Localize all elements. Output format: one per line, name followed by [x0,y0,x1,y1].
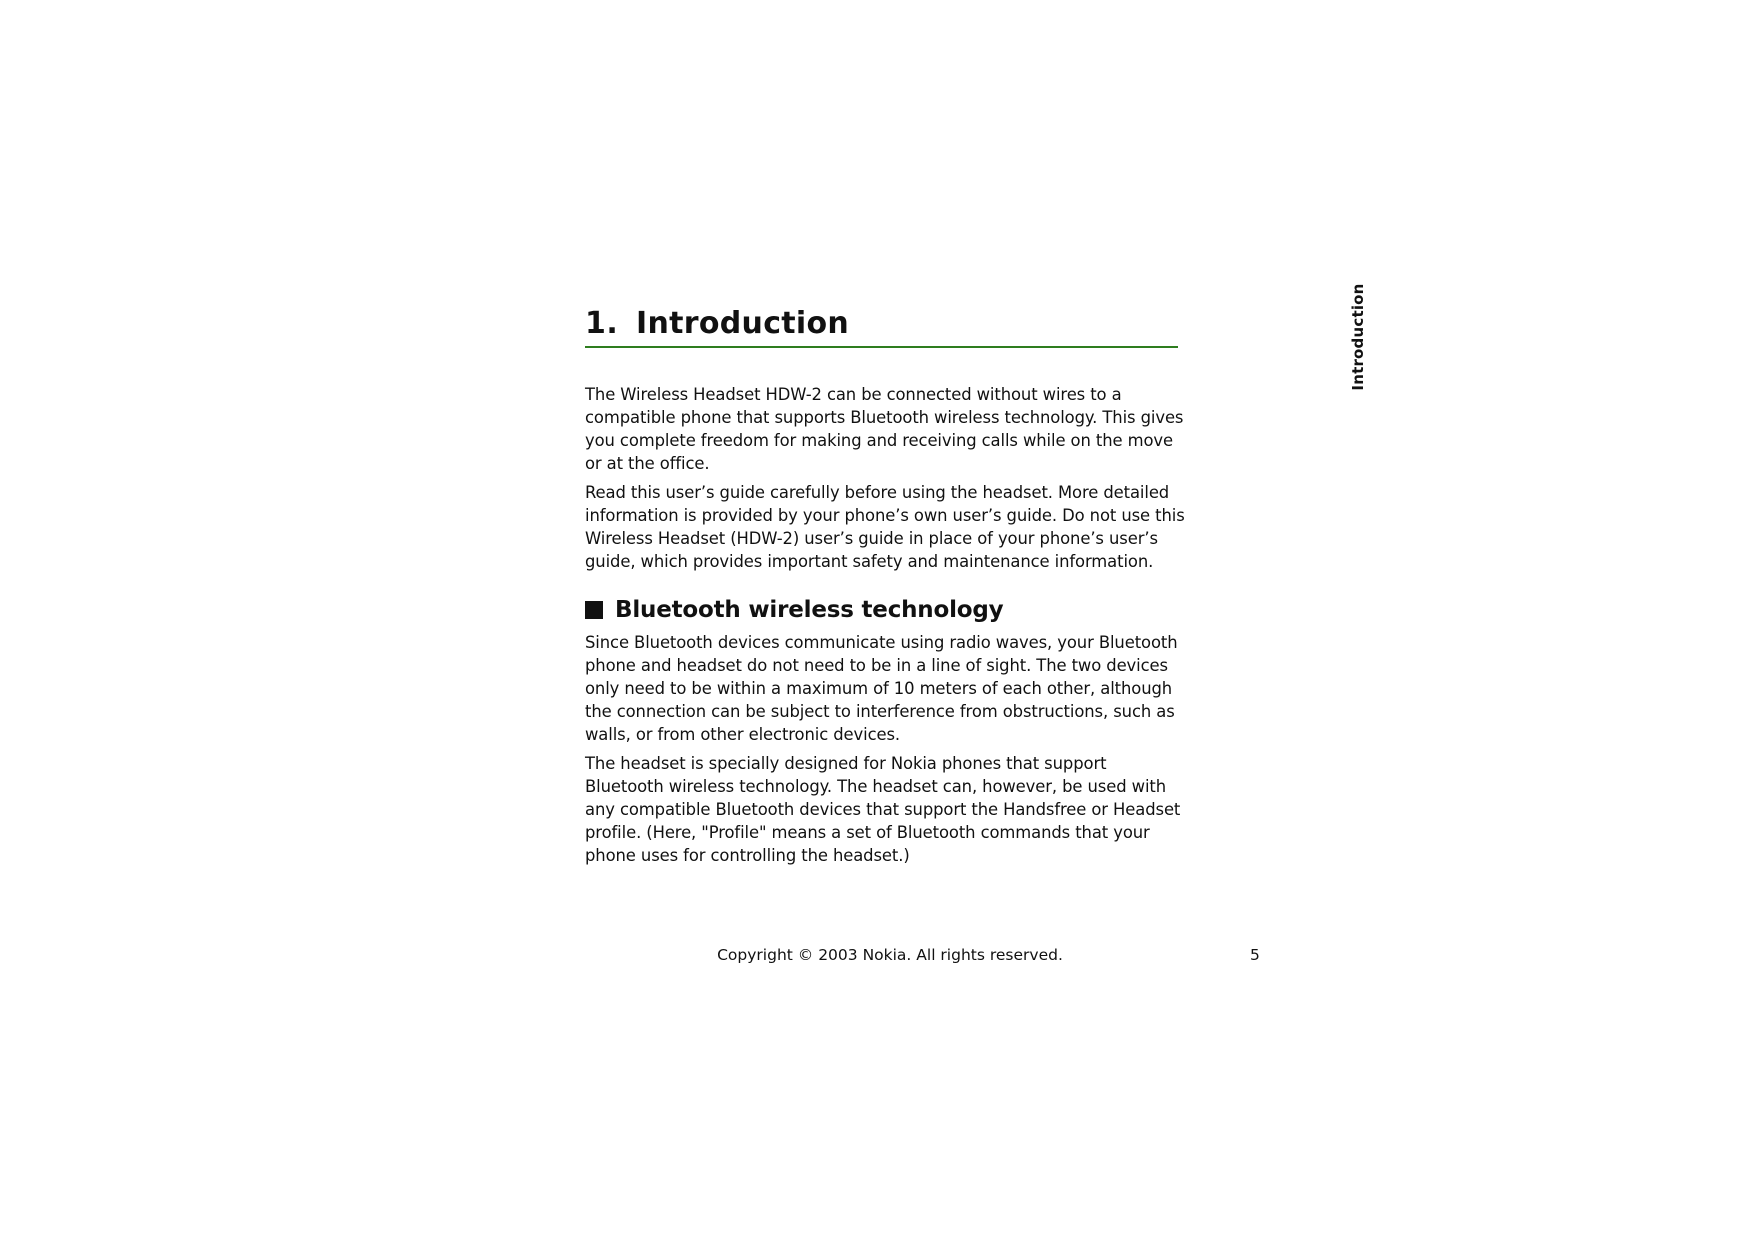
chapter-title: Introduction [636,306,850,341]
square-bullet-icon [585,601,603,619]
intro-paragraph-1: The Wireless Headset HDW-2 can be connected without wires to a compatible phone that supports Bluetooth wireless technology. This gives you complete freedom for making and receiving calls while on the move or at the office. [585,385,1184,473]
section-paragraph-1: Since Bluetooth devices communicate using radio waves, your Bluetooth phone and headset do not need to be in a line of sight. The two devices only need to be within a maximum of 10 meters of each other, although the connection can be subject to interference from obstructions, such as walls, or from other electronic devices. [585,633,1178,744]
page-content [585,383,1185,873]
page-number: 5 [1250,946,1260,964]
chapter-heading [585,302,1178,348]
side-chapter-tab [1346,283,1370,391]
intro-paragraph-2: Read this user’s guide carefully before using the headset. More detailed information is provided by your phone’s own user’s guide. Do not use this Wireless Headset (HDW-2) user’s guide in place of your phone’s user’s guide, which provides important safety and maintenance information. [585,483,1185,571]
footer-copyright: Copyright © 2003 Nokia. All rights reserved. [717,946,1063,964]
section-title: Bluetooth wireless technology [615,597,1004,623]
section-paragraph-2: The headset is specially designed for Nokia phones that support Bluetooth wireless technology. The headset can, however, be used with any compatible Bluetooth devices that support the Handsfree or Headset profile. (Here, "Profile" means a set of Bluetooth commands that your phone uses for controlling the headset.) [585,754,1181,865]
side-tab-label: Introduction [1349,283,1367,391]
chapter-number: 1. [585,306,619,341]
section-heading [585,595,1185,625]
